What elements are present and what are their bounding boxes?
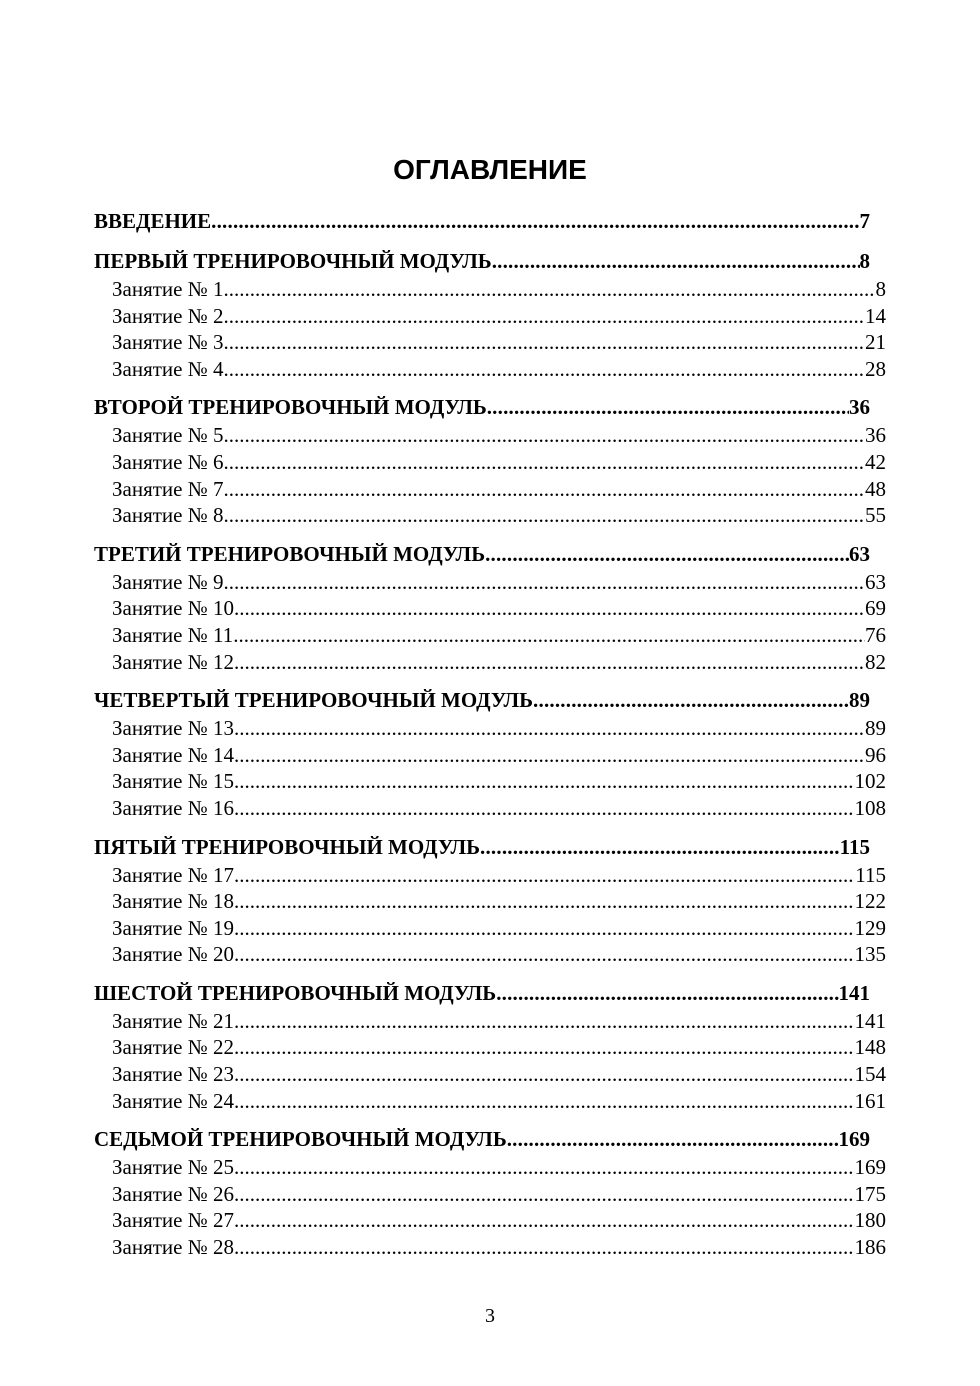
toc-entry-page: 141 [854, 1008, 886, 1033]
toc-entry-page: 21 [865, 330, 886, 355]
toc-entry-label: Занятие № 13 [112, 716, 235, 741]
toc-entry-label: ТРЕТИЙ ТРЕНИРОВОЧНЫЙ МОДУЛЬ [94, 541, 486, 566]
dot-leader [234, 1008, 854, 1035]
dot-leader [234, 1181, 854, 1208]
dot-leader [234, 649, 865, 676]
toc-lesson[interactable] [94, 1207, 886, 1234]
dot-leader [211, 206, 859, 236]
toc-entry-label: Занятие № 2 [112, 303, 224, 328]
toc-entry-label: Занятие № 22 [112, 1035, 235, 1060]
toc-entry-label: Занятие № 4 [112, 356, 224, 381]
toc-lesson[interactable] [94, 1034, 886, 1061]
dot-leader [234, 941, 854, 968]
toc-entry-label: Занятие № 1 [112, 277, 224, 301]
dot-leader [224, 422, 865, 449]
page-number: 3 [485, 1305, 495, 1327]
toc-lesson[interactable] [94, 1088, 886, 1115]
toc-module-heading[interactable] [94, 978, 870, 1008]
dot-leader [234, 1061, 854, 1088]
dot-leader [480, 832, 840, 862]
toc-entry-page: 63 [865, 569, 886, 594]
toc-entry-label: Занятие № 21 [112, 1008, 235, 1033]
dot-leader [224, 303, 865, 330]
toc-lesson[interactable] [94, 915, 886, 942]
toc-lesson[interactable] [94, 1181, 886, 1208]
toc-entry-label: ЧЕТВЕРТЫЙ ТРЕНИРОВОЧНЫЙ МОДУЛЬ [94, 688, 534, 713]
toc-module-heading[interactable] [94, 392, 870, 422]
toc-entry-label: Занятие № 12 [112, 649, 235, 674]
toc-entry-page: 96 [865, 742, 886, 767]
toc-module [94, 246, 886, 382]
toc-entry-page: 14 [865, 303, 886, 328]
toc-entry-label: ВТОРОЙ ТРЕНИРОВОЧНЫЙ МОДУЛЬ [94, 395, 487, 420]
toc-entry-label: Занятие № 27 [112, 1208, 235, 1233]
dot-leader [234, 1034, 854, 1061]
dot-leader [234, 595, 865, 622]
toc-entry-label: Занятие № 7 [112, 476, 224, 501]
dot-leader [487, 392, 849, 422]
toc-entry-label: Занятие № 10 [112, 596, 235, 621]
dot-leader [234, 768, 854, 795]
table-of-contents [94, 206, 886, 1261]
toc-lesson[interactable] [94, 768, 886, 795]
dot-leader [234, 862, 855, 889]
toc-lesson[interactable] [94, 1234, 886, 1261]
dot-leader [224, 356, 865, 383]
toc-lesson[interactable] [94, 742, 886, 769]
toc-entry-page: 36 [865, 423, 886, 448]
toc-entry-label: Занятие № 5 [112, 423, 224, 448]
toc-entry-page: 129 [854, 915, 886, 940]
dot-leader [234, 1234, 854, 1261]
dot-leader [234, 1154, 854, 1181]
toc-entry-page: 102 [854, 769, 886, 794]
toc-entry-page: 108 [854, 795, 886, 820]
toc-lesson[interactable] [94, 715, 886, 742]
toc-entry-page: 89 [849, 688, 870, 713]
toc-module [94, 392, 886, 528]
toc-entry-page: 135 [854, 942, 886, 967]
toc-entry-page: 76 [865, 622, 886, 647]
toc-entry-page: 175 [854, 1181, 886, 1206]
toc-entry-page: 69 [865, 596, 886, 621]
toc-entry-label: Занятие № 20 [112, 942, 235, 967]
toc-lesson[interactable] [94, 862, 886, 889]
toc-entry-page: 180 [854, 1208, 886, 1233]
dot-leader [234, 915, 854, 942]
toc-lesson[interactable] [94, 329, 886, 356]
toc-lesson[interactable] [94, 1154, 886, 1181]
toc-entry-intro[interactable] [94, 206, 870, 236]
toc-module-heading[interactable] [94, 539, 870, 569]
toc-entry-page: 63 [849, 541, 870, 566]
toc-lesson[interactable] [94, 941, 886, 968]
toc-module-heading[interactable] [94, 246, 870, 276]
toc-lesson[interactable] [94, 422, 886, 449]
toc-entry-label: Занятие № 24 [112, 1088, 235, 1113]
toc-entry-page: 55 [865, 503, 886, 528]
toc-lesson[interactable] [94, 1008, 886, 1035]
toc-lesson[interactable] [94, 276, 886, 303]
toc-entry-page: 186 [854, 1235, 886, 1260]
toc-entry-label: Занятие № 15 [112, 769, 235, 794]
toc-lesson[interactable] [94, 795, 886, 822]
toc-lesson[interactable] [94, 356, 886, 383]
toc-entry-label: ВВЕДЕНИЕ [94, 209, 212, 233]
toc-module [94, 1124, 886, 1260]
toc-entry-label: Занятие № 16 [112, 795, 235, 820]
toc-entry-page: 122 [854, 889, 886, 914]
toc-module-heading[interactable] [94, 685, 870, 715]
toc-entry-page: 7 [859, 209, 870, 233]
toc-entry-label: Занятие № 14 [112, 742, 235, 767]
toc-entry-page: 154 [854, 1062, 886, 1087]
toc-module [94, 685, 886, 821]
toc-entry-page: 161 [854, 1088, 886, 1113]
dot-leader [233, 622, 865, 649]
toc-entry-page: 115 [855, 862, 886, 887]
dot-leader [234, 1207, 854, 1234]
toc-entry-page: 141 [838, 980, 870, 1005]
toc-entry-page: 8 [875, 277, 886, 301]
toc-entry-label: Занятие № 17 [112, 862, 235, 887]
toc-entry-label: Занятие № 19 [112, 915, 235, 940]
toc-lesson[interactable] [94, 595, 886, 622]
toc-entry-page: 8 [859, 249, 870, 273]
toc-entry-label: Занятие № 28 [112, 1235, 235, 1260]
dot-leader [507, 1124, 839, 1154]
dot-leader [234, 795, 854, 822]
toc-entry-label: Занятие № 11 [112, 622, 234, 647]
toc-entry-label: Занятие № 23 [112, 1062, 235, 1087]
toc-entry-page: 36 [849, 395, 870, 420]
page-title: ОГЛАВЛЕНИЕ [393, 154, 587, 185]
toc-entry-page: 169 [838, 1127, 870, 1152]
toc-entry-label: ПЯТЫЙ ТРЕНИРОВОЧНЫЙ МОДУЛЬ [94, 834, 481, 859]
dot-leader [224, 569, 865, 596]
toc-module [94, 539, 886, 675]
dot-leader [224, 276, 876, 303]
toc-module [94, 832, 886, 968]
toc-module-heading[interactable] [94, 832, 870, 862]
toc-entry-page: 89 [865, 716, 886, 741]
toc-lesson[interactable] [94, 502, 886, 529]
toc-module-heading[interactable] [94, 1124, 870, 1154]
toc-entry-page: 48 [865, 476, 886, 501]
toc-entry-label: Занятие № 25 [112, 1155, 235, 1180]
toc-entry-label: Занятие № 18 [112, 889, 235, 914]
toc-entry-page: 82 [865, 649, 886, 674]
toc-entry-label: Занятие № 6 [112, 449, 224, 474]
toc-entry-page: 42 [865, 449, 886, 474]
toc-entry-label: Занятие № 9 [112, 569, 224, 594]
toc-entry-label: Занятие № 8 [112, 503, 224, 528]
dot-leader [492, 246, 860, 276]
dot-leader [496, 978, 838, 1008]
dot-leader [224, 449, 865, 476]
toc-entry-label: СЕДЬМОЙ ТРЕНИРОВОЧНЫЙ МОДУЛЬ [94, 1127, 507, 1152]
toc-entry-page: 115 [839, 834, 870, 859]
toc-lesson[interactable] [94, 649, 886, 676]
dot-leader [485, 539, 849, 569]
dot-leader [234, 742, 865, 769]
toc-lesson[interactable] [94, 1061, 886, 1088]
dot-leader [234, 1088, 854, 1115]
toc-entry-page: 148 [854, 1035, 886, 1060]
toc-entry-page: 169 [854, 1155, 886, 1180]
dot-leader [234, 715, 865, 742]
toc-entry-label: ШЕСТОЙ ТРЕНИРОВОЧНЫЙ МОДУЛЬ [94, 980, 497, 1005]
toc-lesson[interactable] [94, 888, 886, 915]
toc-lesson[interactable] [94, 569, 886, 596]
toc-lesson[interactable] [94, 303, 886, 330]
toc-entry-label: Занятие № 3 [112, 330, 224, 355]
toc-lesson[interactable] [94, 622, 886, 649]
toc-module [94, 978, 886, 1114]
toc-entry-page: 28 [865, 356, 886, 381]
dot-leader [224, 502, 865, 529]
toc-lesson[interactable] [94, 476, 886, 503]
dot-leader [234, 888, 854, 915]
dot-leader [224, 476, 865, 503]
dot-leader [224, 329, 865, 356]
toc-entry-label: ПЕРВЫЙ ТРЕНИРОВОЧНЫЙ МОДУЛЬ [94, 249, 492, 273]
dot-leader [533, 685, 849, 715]
toc-lesson[interactable] [94, 449, 886, 476]
toc-entry-label: Занятие № 26 [112, 1181, 235, 1206]
